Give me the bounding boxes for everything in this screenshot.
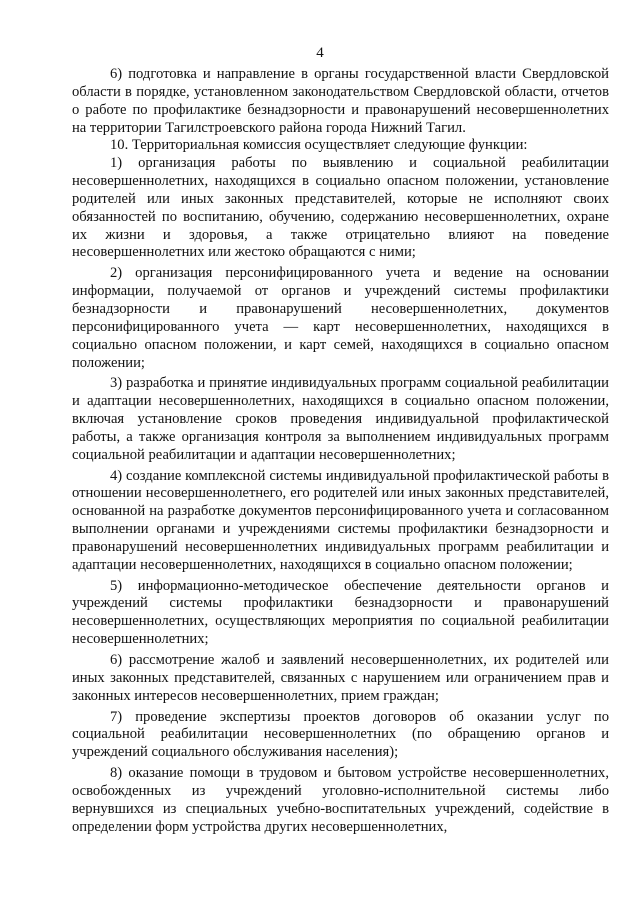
page-number: 4 <box>316 45 324 61</box>
paragraph-function-8: 8) оказание помощи в трудовом и бытовом устройстве несовершеннолетних, освобожденных из учреждений уголовно-исполнительной системы либо вернувшихся из специальных учебно-воспитательных учреждений, содействие в определении форм устройства других несовершеннолетних, <box>72 765 609 835</box>
document-body <box>72 66 609 836</box>
paragraph-function-1: 1) организация работы по выявлению и социальной реабилитации несовершеннолетних, находящихся в социально опасном положении, установление родителей или иных законных представителей, которые не исполняют своих обязанностей по воспитанию, обучению, содержанию несовершеннолетних, охране их жизни и здоровья, а также отрицательно влияют на поведение несовершеннолетних или жестоко обращаются с ними; <box>72 155 609 261</box>
paragraph-function-6: 6) рассмотрение жалоб и заявлений несовершеннолетних, их родителей или иных законных представителей, связанных с нарушением или ограничением прав и законных интересов несовершеннолетних, прием граждан; <box>72 652 609 704</box>
paragraph-function-2: 2) организация персонифицированного учета и ведение на основании информации, получаемой от органов и учреждений системы профилактики безнадзорности и правонарушений несовершеннолетних, документов персонифицированного учета — карт несовершеннолетних, находящихся в социально опасном положении, и карт семей, находящихся в социально опасном положении; <box>72 265 609 371</box>
paragraph-function-4: 4) создание комплексной системы индивидуальной профилактической работы в отношении несовершеннолетнего, его родителей или иных законных представителей, основанной на разработке документов персонифицированного учета и согласованном выполнении органами и учреждениями системы профилактики безнадзорности и правонарушений несовершеннолетних индивидуальных программ реабилитации и адаптации несовершеннолетних, находящихся в социально опасном положении; <box>72 467 609 573</box>
paragraph-section-10-heading: 10. Территориальная комиссия осуществляет следующие функции: <box>110 137 528 154</box>
paragraph-function-7: 7) проведение экспертизы проектов договоров об оказании услуг по социальной реабилитации несовершеннолетних (по обращению органов и учреждений социального обслуживания населения); <box>72 708 609 761</box>
paragraph-function-5: 5) информационно-методическое обеспечение деятельности органов и учреждений системы профилактики безнадзорности и правонарушений несовершеннолетних, осуществляющих мероприятия по социальной реабилитации несовершеннолетних; <box>72 577 609 648</box>
paragraph-function-3: 3) разработка и принятие индивидуальных программ социальной реабилитации и адаптации несовершеннолетних, находящихся в социально опасном положении, включая установление сроков проведения индивидуальной профилактической работы, а также организация контроля за выполнением индивидуальных программ социальной реабилитации и адаптации несовершеннолетних; <box>72 375 609 463</box>
paragraph-item-6-reports: 6) подготовка и направление в органы государственной власти Свердловской области в порядке, установленном законодательством Свердловской области, отчетов о работе по профилактике безнадзорности и правонарушений несовершеннолетних на территории Тагилстроевского района города Нижний Тагил. <box>72 66 609 136</box>
